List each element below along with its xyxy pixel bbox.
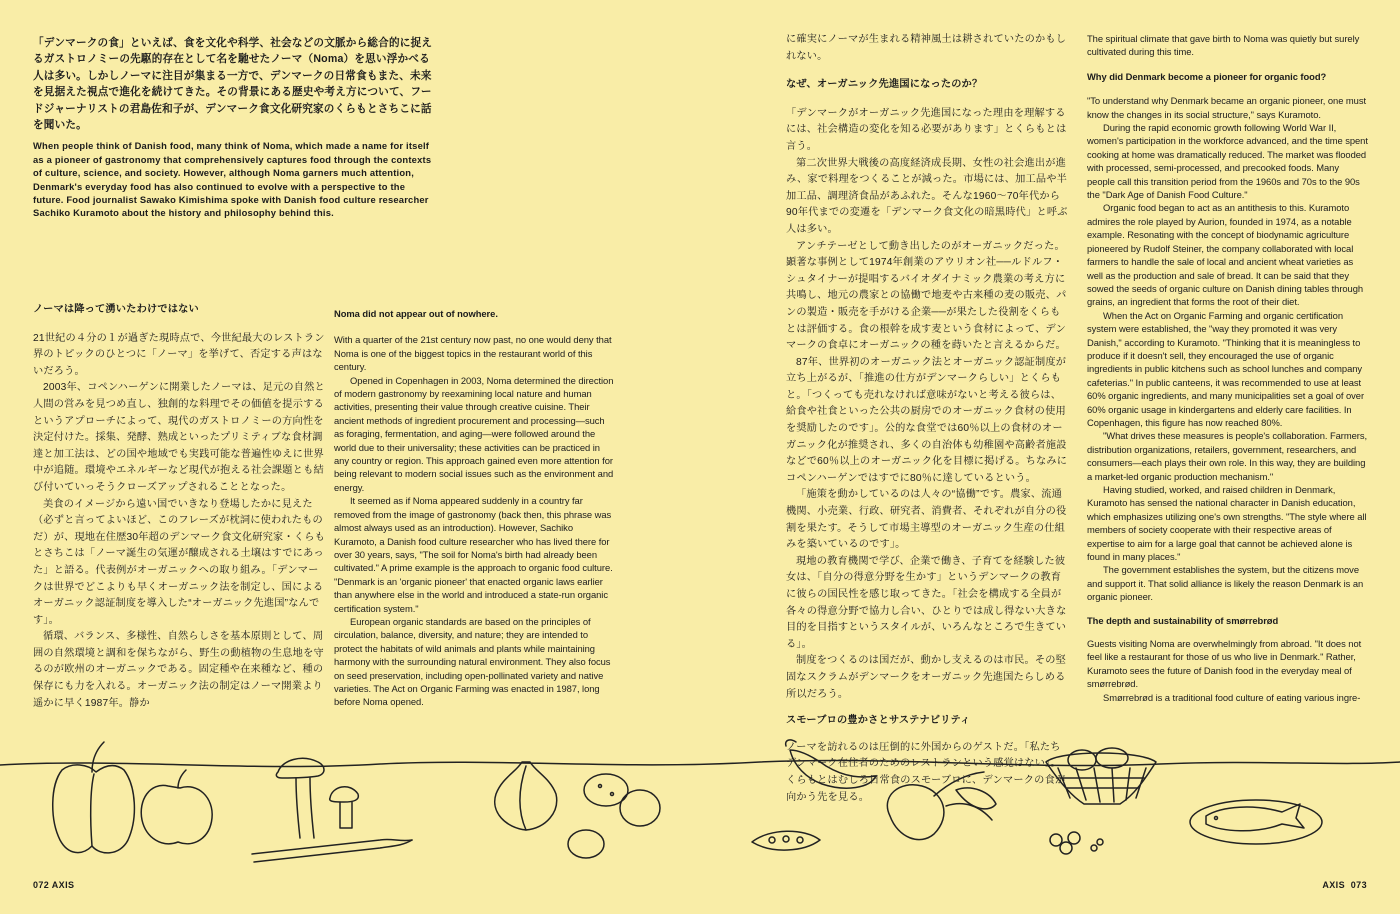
section-heading: スモーブロの豊かさとサステナビリティ [786, 715, 971, 727]
basket-illustration [1046, 748, 1156, 804]
paragraph: "To understand why Denmark became an organic pioneer, one must know the changes in its social structure," says Kuramoto. [1087, 95, 1367, 120]
paragraph: When the Act on Organic Farming and organic certification system were established, the "way they promoted it was very Danish," according to Kuramoto. "Thinking that it is meaningless to produce if it doesn't sell, they encouraged the use of organic ingredients in public kitchens such as school lunches and company cafeterias." In public canteens, it was recommended to use at least 60% organic ingredients, and many municipalities set a goal of over 60% organic usage in kindergartens and elderly care facilities. In Copenhagen, this figure has now reached 80%. [1087, 309, 1365, 428]
bell-pepper-illustration [53, 742, 135, 853]
paragraph: 87年、世界初のオーガニック法とオーガニック認証制度が立ち上がるが、「推進の仕方がデンマークらしい」とくらもと。「つくっても売れなければ意味がないと考える彼らは、給食や社食といった公共の厨房でのオーガニック食材の使用を奨励したのです」。公的な食堂では60％以上の食材のオーガニック化が推奨され、多くの自治体も幼稚園や高齢者施設などで60％以上のオーガニック化を目標に掲げる。ちなみにコペンハーゲンではすでに80％に達しているという。 [786, 356, 1068, 484]
paragraph: 美食のイメージから遠い国でいきなり登場したかに見えた（必ずと言ってよいほど、このフレーズが枕詞に使われたものだ）が、現地在住歴30年超のデンマーク食文化研究家・くらもとさちこは「ノーマ誕生の気運が醸成される土壌はすでにあった」と語る。代表例がオーガニックへの取り組み。「デンマークは世界でどこよりも早くオーガニック法を制定し、国によるオーガニック認証制度を導入した“オーガニック先進国”なんです」。 [33, 498, 325, 626]
section-heading: Noma did not appear out of nowhere. [334, 308, 498, 319]
section-heading: The depth and sustainability of smørrebrød [1087, 614, 1279, 626]
section-heading: Why did Denmark become a pioneer for organic food? [1087, 70, 1327, 82]
apple-illustration [141, 770, 212, 844]
column-1 [33, 302, 328, 712]
paragraph: It seemed as if Noma appeared suddenly in a country far removed from the image of gastronomy (back then, this phrase was almost always used as an introduction). However, Sachiko Kuramoto, a Danish food culture researcher who has lived there for over 30 years, says, "The soil for Noma's birth had already been cultivated." A prime example is the approach to organic food culture. "Denmark is an 'organic pioneer' that enacted organic laws earlier than anywhere else in the world and introduced a state-run organic certification system." [334, 495, 613, 614]
paragraph: 2003年、コペンハーゲンに開業したノーマは、足元の自然と人間の営みを見つめ直し、独創的な料理でその価値を提示するというアプローチによって、現代のガストロノミーの方向性を決定付けた。採集、発酵、熟成といったプリミティブな食材調達と加工法は、どの国や地域でも実践可能な普遍性ゆえに世界中が追随。環境やエネルギーなど現代が抱える社会課題とも結び付いていっそうクローズアップされることとなった。 [33, 382, 325, 493]
eggplant-illustration [786, 740, 876, 788]
paragraph: 現地の教育機関で学び、企業で働き、子育てを経験した彼女は、「自分の得意分野を生かす」というデンマークの教育に彼らの国民性を感じ取ってきた。「社会を構成する全員が各々の得意分野で協力し合い、ひとりでは成し得ない大きな目的を目指すというスタイルが、いろんなところで生きている」。 [786, 555, 1067, 650]
paragraph: Guests visiting Noma are overwhelmingly from abroad. "It does not feel like a restaurant for those of us who live in Denmark." Rather, Kuramoto sees the future of Danish food in the everyday meal of smørrebrød. [1087, 638, 1362, 690]
berries-illustration [1050, 832, 1103, 854]
paragraph: Organic food began to act as an antithesis to this. Kuramoto admires the role played by Aurion, founded in 1974, as a notable example. Resonating with the concept of biodynamic agriculture pioneered by Rudolf Steiner, the company collaborated with local farmers to handle the sale of local and ancient wheat varieties as well as the production and sale of bread. It can be said that they sowed the seeds of organic culture on Danish dining tables through grains, an ingredient that forms the root of their diet. [1087, 202, 1364, 308]
paragraph: 第二次世界大戦後の高度経済成長期、女性の社会進出が進み、家で料理をつくることが減った。市場には、加工品や半加工品、調理済食品があふれた。そんな1960〜70年代から90年代までの変遷を「デンマーク食文化の暗黒時代」と呼ぶ人は多い。 [786, 157, 1068, 235]
paragraph: European organic standards are based on the principles of circulation, balance, diversity, and nature; they are intended to protect the habitats of wild animals and plants while maintaining harmony with the surrounding natural environment. They also focus on seed preservation, including open-pollinated variety and native varieties. The Act on Organic Farming was enacted in 1987, long before Noma opened. [334, 615, 611, 708]
paragraph: The government establishes the system, but the citizens move and support it. That solid alliance is likely the reason Denmark is an organic pioneer. [1087, 564, 1364, 603]
potato-illustration [568, 774, 660, 858]
column-2 [334, 307, 616, 709]
paragraph: During the rapid economic growth following World War II, women's participation in the workforce advanced, and the time spent cooking at home was dramatically reduced. The market was flooded with processed, semi-processed, and precooked foods. Many people call this transition period from the 1960s and 70s to the 90s the "Dark Age of Danish Food Culture." [1087, 122, 1368, 201]
paragraph: Having studied, worked, and raised children in Denmark, Kuramoto has sensed the national character in Danish education, which emphasizes utilizing one's own strengths. "The style where all members of society cooperate with their respective areas of expertise to aim for a large goal that cannot be achieved alone is found in many places." [1087, 484, 1367, 563]
page-number-right: AXIS 073 [1322, 880, 1367, 890]
turnip-illustration [887, 772, 996, 840]
intro-block [33, 35, 433, 220]
paragraph: 「デンマークがオーガニック先進国になった理由を理解するには、社会構造の変化を知る必要があります」とくらもとは言う。 [786, 107, 1067, 152]
paragraph: 「施策を動かしているのは人々の“協働”です。農家、流通機関、小売業、行政、研究者、消費者、それぞれが自分の役割を果たす。そうして市場主導型のオーガニック生産の仕組みを築いているのです」。 [786, 489, 1067, 551]
table-line [0, 760, 1400, 766]
column-3 [786, 32, 1070, 806]
paragraph: ノーマを訪れるのは圧倒的に外国からのゲストだ。「私たちデンマーク在住者のためのレストランという感覚はない」。くらもとはむしろ日常食のスモーブロに、デンマークの食が向かう先を見る。 [786, 741, 1066, 803]
paragraph: Opened in Copenhagen in 2003, Noma determined the direction of modern gastronomy by reexamining local nature and human activities, presenting their value through creative cuisine. Their ancient methods of ingredient procurement and processing—such as foraging, fermentation, and aging—were followed around the world due to their universality; these activities can be practiced in any country or region. This approach gained even more attention for being relevant to modern social issues such as the environment and energy. [334, 374, 614, 493]
pea-pod-illustration [752, 831, 820, 850]
asparagus-illustration [252, 839, 412, 862]
page-number-left: 072 AXIS [33, 880, 75, 890]
paragraph: With a quarter of the 21st century now past, no one would deny that Noma is one of the biggest topics in the restaurant world of this century. [334, 334, 612, 373]
paragraph: 制度をつくるのは国だが、動かし支えるのは市民。その堅固なスクラムがデンマークをオーガニック先進国たらしめる所以だろう。 [786, 655, 1067, 700]
mushroom-illustration [276, 758, 358, 838]
vegetable-line-illustration [0, 720, 1400, 880]
paragraph: Smørrebrød is a traditional food culture of eating various ingre- [1103, 691, 1361, 703]
paragraph: "What drives these measures is people's collaboration. Farmers, distribution organizations, retailers, government, researchers, and consumers—each plays their own role. In this way, they are building a market-led organic production mechanism." [1087, 430, 1368, 482]
paragraph: 21世紀の４分の１が過ぎた現時点で、今世紀最大のレストラン界のトピックのひとつに「ノーマ」を挙げて、否定する声はないだろう。 [33, 332, 325, 377]
paragraph: アンチテーゼとして動き出したのがオーガニックだった。顕著な事例として1974年創業のアウリオン社──ルドルフ・シュタイナーが提唱するバイオダイナミック農業の考え方に共鳴し、地元の農家との協働で地麦や古来種の麦の販売、パンの製造・販売を手がける企業──が果たした役割をくらもとは評価する。食の根幹を成す麦という食材によって、デンマークの食卓にオーガニックの種を蒔いたと言えるからだ。 [786, 240, 1067, 352]
garlic-illustration [495, 762, 557, 830]
section-heading: なぜ、オーガニック先進国になったのか？ [786, 79, 983, 91]
paragraph: 循環、バランス、多様性、自然らしさを基本原則として、周囲の自然環境と調和を保ちながら、野生の動植物の生息地を守るのが欧州のオーガニックである。固定種や在来種など、種の保存にも力を入れる。オーガニック法の制定はノーマ開業より遥かに早く1987年。静か [33, 631, 324, 709]
intro-ja: 「デンマークの食」といえば、食を文化や科学、社会などの文脈から総合的に捉えるガストロノミーの先駆的存在として名を馳せたノーマ（Noma）を思い浮かべる人は多い。しかしノーマに注目が集まる一方で、デンマークの日常食もまた、未来を見据えた視点で進化を続けてきた。その背景にある歴史や考え方について、フードジャーナリストの君島佐和子が、デンマーク食文化研究家のくらもとさちこに話を聞いた。 [33, 37, 433, 132]
column-4 [1087, 32, 1369, 704]
section-heading: ノーマは降って湧いたわけではない [33, 304, 199, 315]
fish-plate-illustration [1190, 800, 1322, 844]
paragraph: に確実にノーマが生まれる精神風土は耕されていたのかもしれない。 [786, 34, 1067, 62]
paragraph: The spiritual climate that gave birth to Noma was quietly but surely cultivated during this time. [1087, 33, 1360, 58]
intro-en: When people think of Danish food, many think of Noma, which made a name for itself as a pioneer of gastronomy that comprehensively captures food through the contexts of culture, science, and society. However, although Noma garners much attention, Denmark's everyday food has also continued to evolve with a perspective to the future. Food journalist Sawako Kimishima spoke with Danish food culture researcher Sachiko Kuramoto about the history and philosophy behind this. [33, 140, 432, 219]
